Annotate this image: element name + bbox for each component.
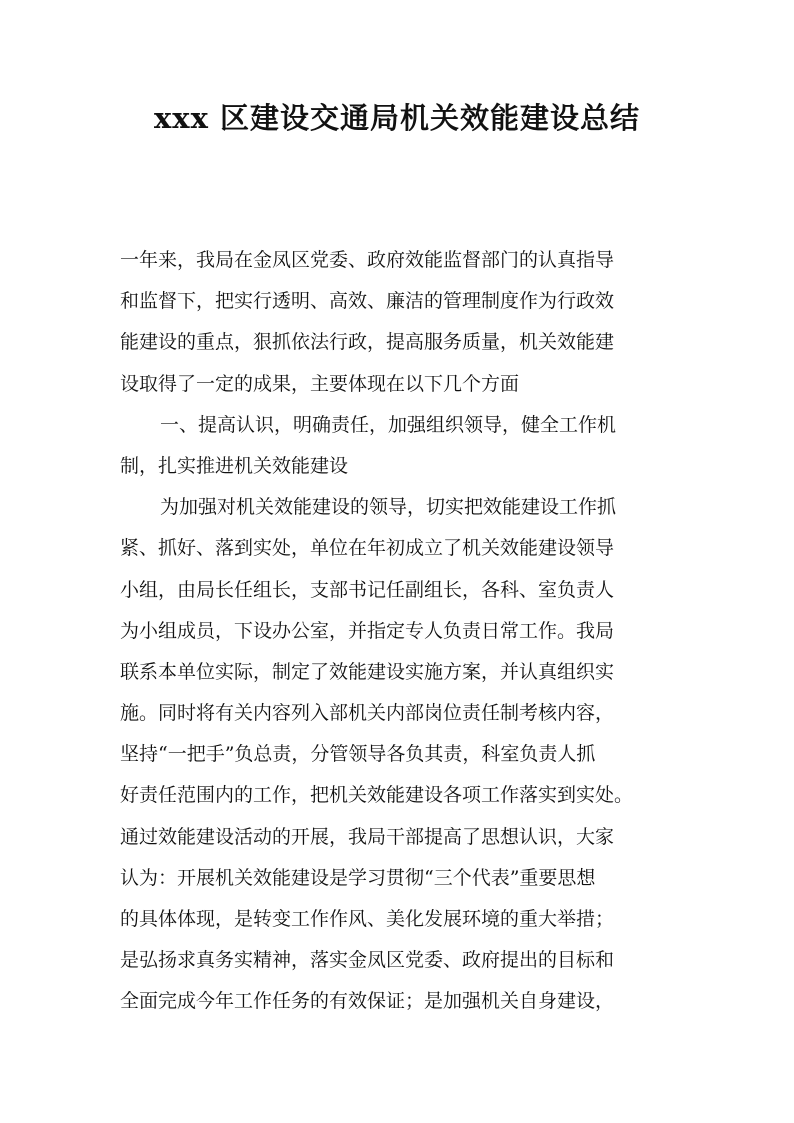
- document-body: [120, 240, 680, 1023]
- body-line: 和监督下，把实行透明、高效、廉洁的管理制度作为行政效: [120, 290, 615, 313]
- body-line: 好责任范围内的工作，把机关效能建设各项工作落实到实处。: [120, 784, 634, 807]
- body-line: 坚持“一把手”负总责，分管领导各负其责，科室负责人抓: [120, 743, 596, 766]
- body-line: 一年来，我局在金凤区党委、政府效能监督部门的认真指导: [120, 249, 615, 271]
- body-line: 的具体体现，是转变工作作风、美化发展环境的重大举措；: [120, 908, 615, 930]
- body-line: 通过效能建设活动的开展，我局干部提高了思想认识，大家: [120, 825, 615, 848]
- body-line: 紧、抓好、落到实处，单位在年初成立了机关效能建设领导: [120, 537, 615, 560]
- body-line: 施。同时将有关内容列入部机关内部岗位责任制考核内容，: [120, 702, 615, 725]
- document-title: xxx 区建设交通局机关效能建设总结: [154, 101, 640, 135]
- body-line: 是弘扬求真务实精神，落实金凤区党委、政府提出的目标和: [120, 949, 615, 972]
- body-line: 能建设的重点，狠抓依法行政，提高服务质量，机关效能建: [120, 331, 615, 354]
- body-line: 小组，由局长任组长，支部书记任副组长，各科、室负责人: [120, 578, 615, 601]
- body-line: 全面完成今年工作任务的有效保证；是加强机关自身建设，: [120, 990, 615, 1013]
- section-heading-line: 一、提高认识，明确责任，加强组织领导，健全工作机: [160, 413, 617, 436]
- section-heading-line: 制，扎实推进机关效能建设: [120, 454, 349, 477]
- body-line: 联系本单位实际，制定了效能建设实施方案，并认真组织实: [120, 660, 615, 683]
- body-line: 为加强对机关效能建设的领导，切实把效能建设工作抓: [160, 496, 617, 519]
- body-line: 为小组成员，下设办公室，并指定专人负责日常工作。我局: [120, 619, 615, 642]
- body-line: 认为：开展机关效能建设是学习贯彻“三个代表”重要思想: [120, 866, 596, 889]
- body-line: 设取得了一定的成果，主要体现在以下几个方面: [120, 372, 520, 395]
